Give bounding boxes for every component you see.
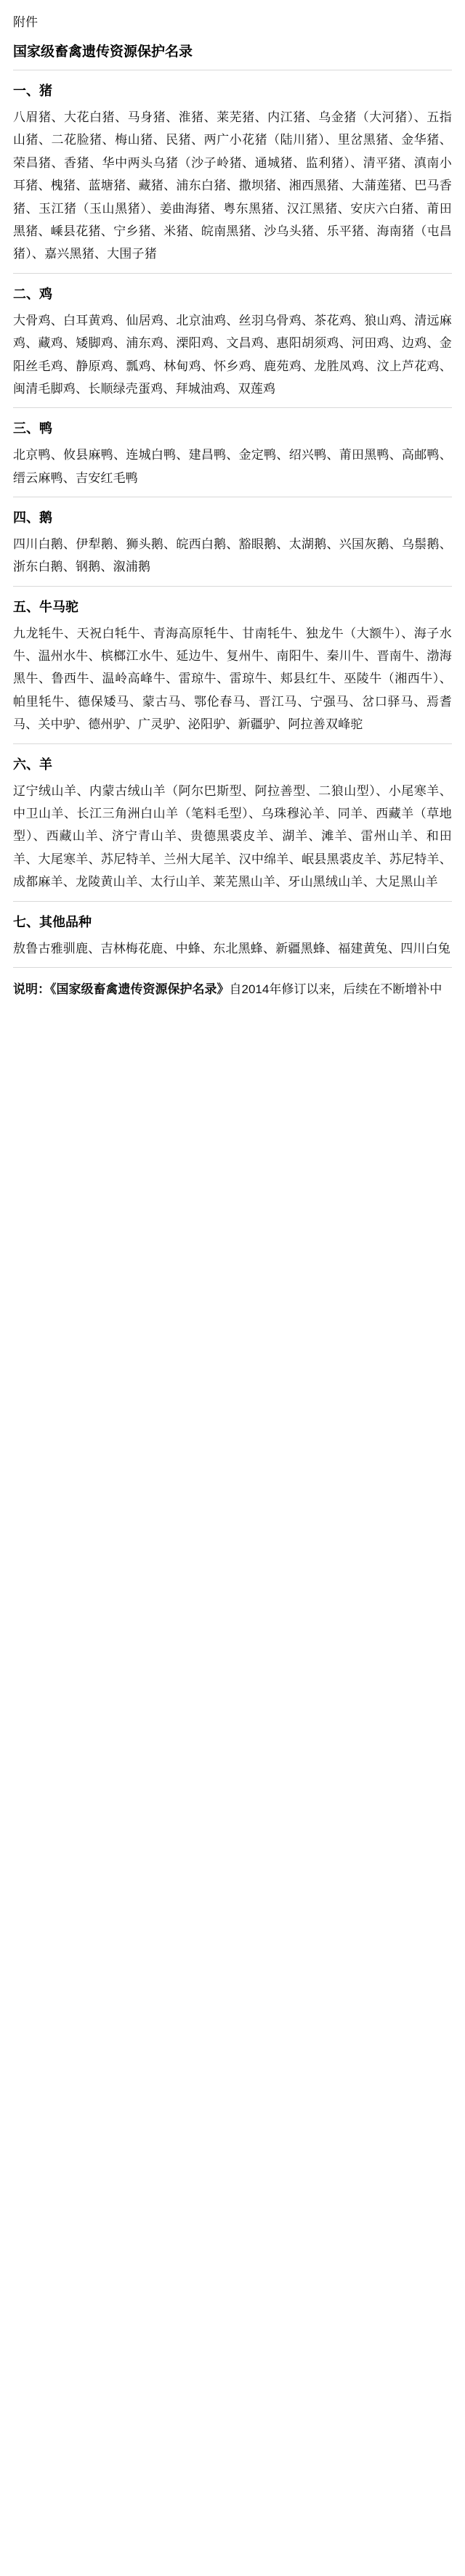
document-page: [0, 0, 465, 1008]
section-body-chickens: 大骨鸡、白耳黄鸡、仙居鸡、北京油鸡、丝羽乌骨鸡、茶花鸡、狼山鸡、清远麻鸡、藏鸡、矮脚鸡、浦东鸡、溧阳鸡、文昌鸡、惠阳胡须鸡、河田鸡、边鸡、金阳丝毛鸡、静原鸡、瓢鸡、林甸鸡、怀乡鸡、鹿苑鸡、龙胜凤鸡、汶上芦花鸡、闽清毛脚鸡、长顺绿壳蛋鸡、拜城油鸡、双莲鸡: [13, 313, 452, 396]
section-other-breeds: [13, 912, 452, 960]
section-geese: [13, 508, 452, 579]
section-body-cattle-horses-camels: 九龙牦牛、天祝白牦牛、青海高原牦牛、甘南牦牛、独龙牛（大额牛）、海子水牛、温州水牛、槟榔江水牛、延边牛、复州牛、南阳牛、秦川牛、晋南牛、渤海黑牛、鲁西牛、温岭高峰牛、雷琼牛、雷琼牛、郏县红牛、巫陵牛（湘西牛）、帕里牦牛、德保矮马、蒙古马、鄂伦春马、晋江马、宁强马、岔口驿马、焉耆马、关中驴、德州驴、广灵驴、泌阳驴、新疆驴、阿拉善双峰驼: [13, 626, 452, 732]
attachment-label: 附件: [13, 15, 38, 29]
section-body-geese: 四川白鹅、伊犁鹅、狮头鹅、皖西白鹅、豁眼鹅、太湖鹅、兴国灰鹅、乌鬃鹅、浙东白鹅、钢鹅、溆浦鹅: [13, 537, 452, 574]
section-divider-5: [13, 743, 452, 744]
section-divider-6: [13, 901, 452, 902]
section-body-ducks: 北京鸭、攸县麻鸭、连城白鸭、建昌鸭、金定鸭、绍兴鸭、莆田黑鸭、高邮鸭、缙云麻鸭、吉安红毛鸭: [13, 448, 452, 485]
section-heading-sheep-goats: 六、羊: [13, 757, 52, 772]
note-block: [13, 978, 452, 1000]
section-cattle-horses-camels: [13, 597, 452, 736]
section-heading-other-breeds: 七、其他品种: [13, 914, 92, 929]
section-body-sheep-goats: 辽宁绒山羊、内蒙古绒山羊（阿尔巴斯型、阿拉善型、二狼山型）、小尾寒羊、中卫山羊、长江三角洲白山羊（笔料毛型）、乌珠穆沁羊、同羊、西藏羊（草地型）、西藏山羊、济宁青山羊、贵德黑裘皮羊、湖羊、滩羊、雷州山羊、和田羊、大尾寒羊、苏尼特羊、兰州大尾羊、汉中绵羊、岷县黑裘皮羊、苏尼特羊、成都麻羊、龙陵黄山羊、太行山羊、莱芜黑山羊、牙山黑绒山羊、大足黑山羊: [13, 783, 452, 889]
page-title: 国家级畜禽遗传资源保护名录: [13, 44, 193, 60]
note-line-2: 自2014年修订以来，后续在不断增补中: [229, 982, 442, 996]
section-sheep-goats: [13, 754, 452, 894]
note-prefix: 说明：: [13, 982, 50, 996]
note-divider: [13, 967, 452, 968]
note-line-1: 《国家级畜禽遗传资源保护名录》: [50, 982, 230, 996]
document-page-wrapper: [0, 0, 465, 1008]
section-pigs: [13, 81, 452, 266]
section-heading-chickens: 二、鸡: [13, 286, 52, 301]
section-divider-4: [13, 586, 452, 587]
section-heading-ducks: 三、鸭: [13, 421, 52, 436]
section-divider-1: [13, 273, 452, 274]
section-heading-pigs: 一、猪: [13, 83, 52, 98]
section-chickens: [13, 284, 452, 401]
section-divider-2: [13, 407, 452, 408]
section-body-other-breeds: 敖鲁古雅驯鹿、吉林梅花鹿、中蜂、东北黑蜂、新疆黑蜂、福建黄兔、四川白兔: [13, 941, 450, 955]
section-heading-cattle-horses-camels: 五、牛马驼: [13, 599, 78, 614]
section-body-pigs: 八眉猪、大花白猪、马身猪、淮猪、莱芜猪、内江猪、乌金猪（大河猪）、五指山猪、二花脸猪、梅山猪、民猪、两广小花猪（陆川猪）、里岔黑猪、金华猪、荣昌猪、香猪、华中两头乌猪（沙子岭猪、通城猪、监利猪）、清平猪、滇南小耳猪、槐猪、蓝塘猪、藏猪、浦东白猪、撒坝猪、湘西黑猪、大蒲莲猪、巴马香猪、玉江猪（玉山黑猪）、姜曲海猪、粤东黑猪、汉江黑猪、安庆六白猪、莆田黑猪、嵊县花猪、宁乡猪、米猪、皖南黑猪、沙乌头猪、乐平猪、海南猪（屯昌猪）、嘉兴黑猪、大围子猪: [13, 110, 452, 261]
section-heading-geese: 四、鹅: [13, 510, 52, 526]
section-ducks: [13, 418, 452, 489]
